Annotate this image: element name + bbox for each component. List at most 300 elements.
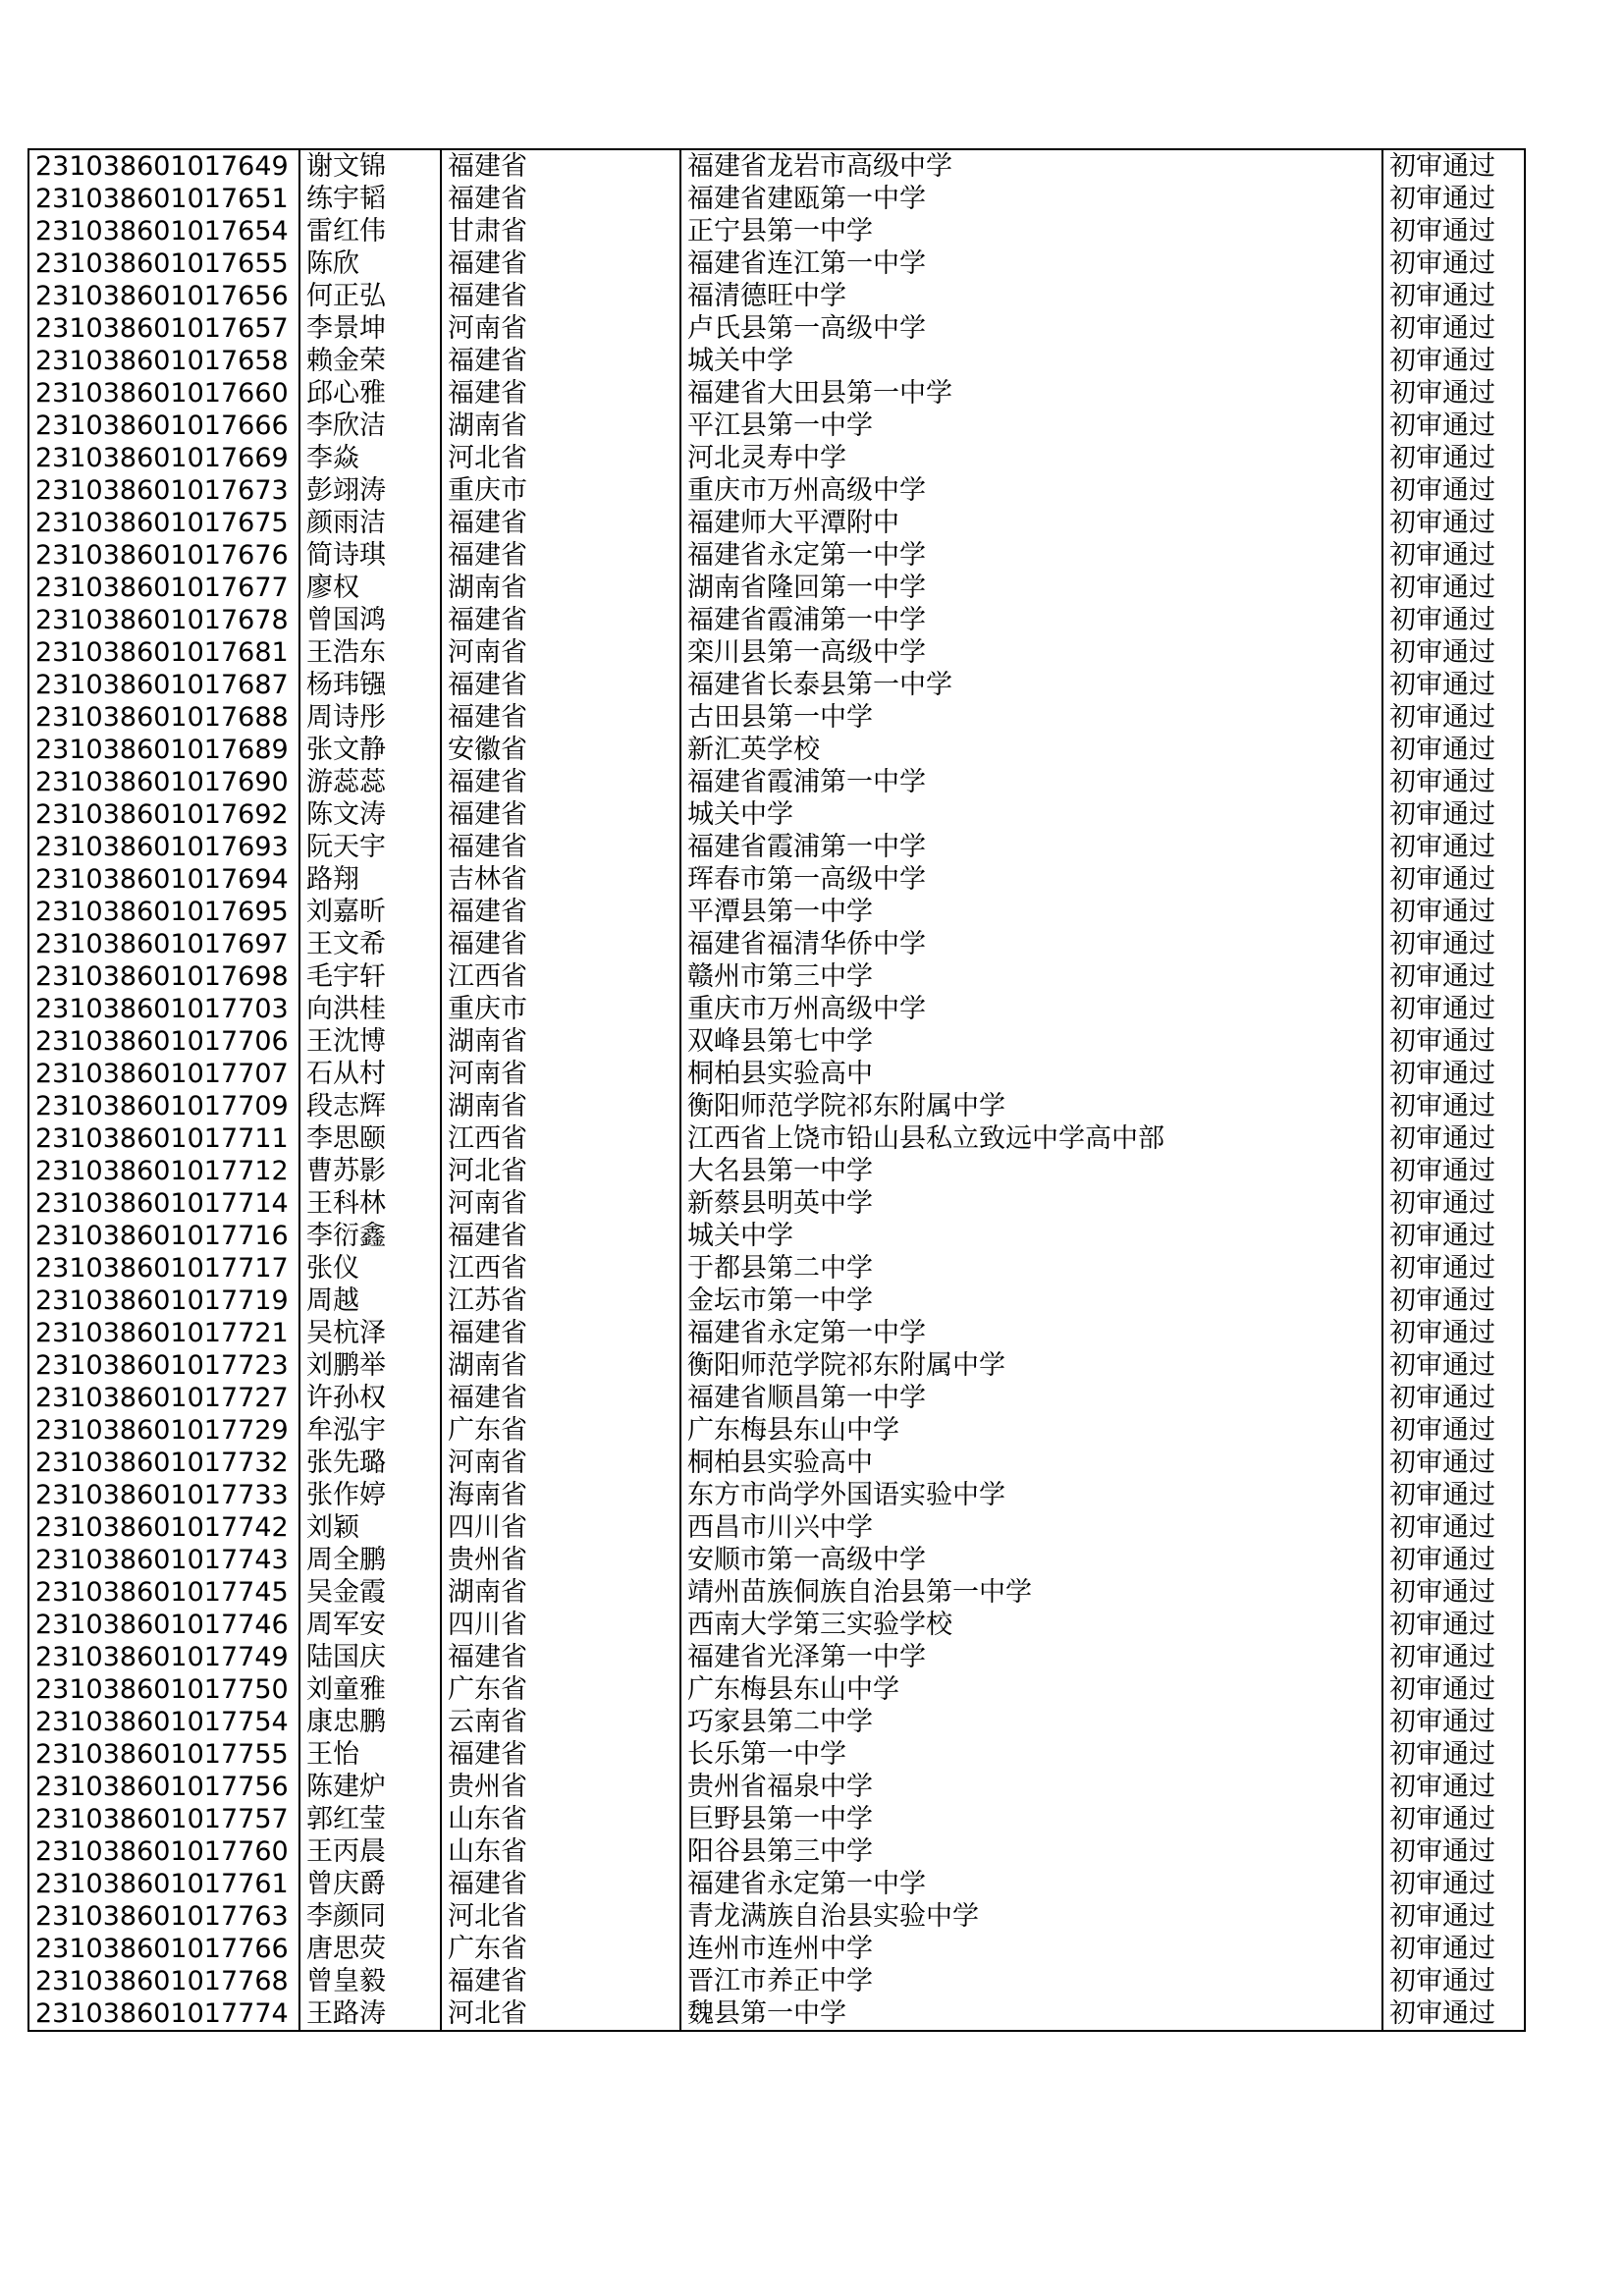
status-cell: 初审通过	[1382, 734, 1525, 766]
candidate-name-cell: 王科林	[299, 1187, 441, 1220]
candidate-id-cell: 231038601017755	[28, 1738, 299, 1771]
candidate-id-cell: 231038601017660	[28, 377, 299, 410]
school-cell: 靖州苗族侗族自治县第一中学	[680, 1576, 1382, 1609]
candidate-name-cell: 王路涛	[299, 1997, 441, 2031]
status-cell: 初审通过	[1382, 474, 1525, 507]
candidate-id-cell: 231038601017706	[28, 1025, 299, 1058]
status-cell: 初审通过	[1382, 1479, 1525, 1511]
province-cell: 河北省	[441, 442, 680, 474]
status-cell: 初审通过	[1382, 766, 1525, 798]
province-cell: 福建省	[441, 377, 680, 410]
status-cell: 初审通过	[1382, 993, 1525, 1025]
school-cell: 晋江市养正中学	[680, 1965, 1382, 1997]
school-cell: 平潭县第一中学	[680, 896, 1382, 928]
candidate-name-cell: 雷红伟	[299, 215, 441, 247]
table-row	[28, 863, 1525, 896]
school-cell: 广东梅县东山中学	[680, 1673, 1382, 1706]
table-row	[28, 539, 1525, 572]
table-row	[28, 1479, 1525, 1511]
status-cell: 初审通过	[1382, 1155, 1525, 1187]
school-cell: 珲春市第一高级中学	[680, 863, 1382, 896]
school-cell: 平江县第一中学	[680, 410, 1382, 442]
province-cell: 河南省	[441, 1187, 680, 1220]
province-cell: 河北省	[441, 1997, 680, 2031]
school-cell: 正宁县第一中学	[680, 215, 1382, 247]
school-cell: 巨野县第一中学	[680, 1803, 1382, 1835]
status-cell: 初审通过	[1382, 1511, 1525, 1544]
candidate-name-cell: 邱心雅	[299, 377, 441, 410]
status-cell: 初审通过	[1382, 1058, 1525, 1090]
status-cell: 初审通过	[1382, 1609, 1525, 1641]
candidate-id-cell: 231038601017693	[28, 831, 299, 863]
candidate-id-cell: 231038601017697	[28, 928, 299, 960]
candidate-name-cell: 李颜同	[299, 1900, 441, 1933]
province-cell: 江西省	[441, 1252, 680, 1285]
province-cell: 福建省	[441, 766, 680, 798]
province-cell: 江西省	[441, 1122, 680, 1155]
status-cell: 初审通过	[1382, 539, 1525, 572]
school-cell: 福建省长泰县第一中学	[680, 669, 1382, 701]
province-cell: 重庆市	[441, 474, 680, 507]
school-cell: 于都县第二中学	[680, 1252, 1382, 1285]
province-cell: 河北省	[441, 1155, 680, 1187]
province-cell: 山东省	[441, 1803, 680, 1835]
candidate-name-cell: 练宇韬	[299, 183, 441, 215]
status-cell: 初审通过	[1382, 1738, 1525, 1771]
table-row	[28, 410, 1525, 442]
province-cell: 广东省	[441, 1414, 680, 1447]
school-cell: 魏县第一中学	[680, 1997, 1382, 2031]
school-cell: 卢氏县第一高级中学	[680, 312, 1382, 345]
school-cell: 阳谷县第三中学	[680, 1835, 1382, 1868]
status-cell: 初审通过	[1382, 1641, 1525, 1673]
province-cell: 福建省	[441, 1641, 680, 1673]
candidate-name-cell: 李衍鑫	[299, 1220, 441, 1252]
province-cell: 福建省	[441, 928, 680, 960]
candidate-id-cell: 231038601017768	[28, 1965, 299, 1997]
table-row	[28, 215, 1525, 247]
candidate-name-cell: 陈建炉	[299, 1771, 441, 1803]
table-row	[28, 701, 1525, 734]
province-cell: 贵州省	[441, 1544, 680, 1576]
province-cell: 海南省	[441, 1479, 680, 1511]
table-row	[28, 1868, 1525, 1900]
candidate-id-cell: 231038601017712	[28, 1155, 299, 1187]
status-cell: 初审通过	[1382, 863, 1525, 896]
table-row	[28, 1641, 1525, 1673]
province-cell: 福建省	[441, 1738, 680, 1771]
status-cell: 初审通过	[1382, 247, 1525, 280]
candidate-name-cell: 陈文涛	[299, 798, 441, 831]
candidate-name-cell: 周越	[299, 1285, 441, 1317]
candidate-name-cell: 王丙晨	[299, 1835, 441, 1868]
status-cell: 初审通过	[1382, 410, 1525, 442]
table-row	[28, 669, 1525, 701]
table-row	[28, 377, 1525, 410]
candidate-name-cell: 郭红莹	[299, 1803, 441, 1835]
status-cell: 初审通过	[1382, 1025, 1525, 1058]
status-cell: 初审通过	[1382, 1933, 1525, 1965]
candidate-name-cell: 刘嘉昕	[299, 896, 441, 928]
candidate-id-cell: 231038601017681	[28, 636, 299, 669]
school-cell: 衡阳师范学院祁东附属中学	[680, 1090, 1382, 1122]
school-cell: 城关中学	[680, 345, 1382, 377]
candidate-name-cell: 张作婷	[299, 1479, 441, 1511]
status-cell: 初审通过	[1382, 604, 1525, 636]
candidate-name-cell: 路翔	[299, 863, 441, 896]
province-cell: 江苏省	[441, 1285, 680, 1317]
school-cell: 福建省大田县第一中学	[680, 377, 1382, 410]
province-cell: 河南省	[441, 1058, 680, 1090]
school-cell: 湖南省隆回第一中学	[680, 572, 1382, 604]
candidate-name-cell: 彭翊涛	[299, 474, 441, 507]
province-cell: 安徽省	[441, 734, 680, 766]
province-cell: 福建省	[441, 896, 680, 928]
status-cell: 初审通过	[1382, 701, 1525, 734]
candidate-id-cell: 231038601017766	[28, 1933, 299, 1965]
table-row	[28, 312, 1525, 345]
table-row	[28, 1803, 1525, 1835]
school-cell: 栾川县第一高级中学	[680, 636, 1382, 669]
province-cell: 福建省	[441, 604, 680, 636]
status-cell: 初审通过	[1382, 669, 1525, 701]
table-row	[28, 766, 1525, 798]
status-cell: 初审通过	[1382, 960, 1525, 993]
province-cell: 福建省	[441, 1220, 680, 1252]
candidate-name-cell: 谢文锦	[299, 149, 441, 183]
table-row	[28, 1090, 1525, 1122]
candidate-id-cell: 231038601017750	[28, 1673, 299, 1706]
school-cell: 新蔡县明英中学	[680, 1187, 1382, 1220]
school-cell: 桐柏县实验高中	[680, 1058, 1382, 1090]
table-row	[28, 247, 1525, 280]
table-row	[28, 507, 1525, 539]
candidate-name-cell: 毛宇轩	[299, 960, 441, 993]
table-row	[28, 1252, 1525, 1285]
province-cell: 福建省	[441, 1965, 680, 1997]
table-row	[28, 1544, 1525, 1576]
province-cell: 湖南省	[441, 410, 680, 442]
candidate-name-cell: 游蕊蕊	[299, 766, 441, 798]
status-cell: 初审通过	[1382, 442, 1525, 474]
candidate-id-cell: 231038601017666	[28, 410, 299, 442]
school-cell: 贵州省福泉中学	[680, 1771, 1382, 1803]
candidate-name-cell: 颜雨洁	[299, 507, 441, 539]
table-row	[28, 1673, 1525, 1706]
candidate-id-cell: 231038601017756	[28, 1771, 299, 1803]
province-cell: 河南省	[441, 636, 680, 669]
candidate-id-cell: 231038601017688	[28, 701, 299, 734]
status-cell: 初审通过	[1382, 636, 1525, 669]
candidate-id-cell: 231038601017649	[28, 149, 299, 183]
table-row	[28, 183, 1525, 215]
table-row	[28, 1382, 1525, 1414]
candidate-name-cell: 刘颖	[299, 1511, 441, 1544]
status-cell: 初审通过	[1382, 1997, 1525, 2031]
candidate-id-cell: 231038601017760	[28, 1835, 299, 1868]
table-row	[28, 734, 1525, 766]
candidate-name-cell: 刘童雅	[299, 1673, 441, 1706]
candidate-name-cell: 周全鹏	[299, 1544, 441, 1576]
status-cell: 初审通过	[1382, 1414, 1525, 1447]
candidate-id-cell: 231038601017675	[28, 507, 299, 539]
candidate-name-cell: 廖权	[299, 572, 441, 604]
school-cell: 古田县第一中学	[680, 701, 1382, 734]
province-cell: 福建省	[441, 798, 680, 831]
candidate-id-cell: 231038601017723	[28, 1349, 299, 1382]
candidate-name-cell: 张先璐	[299, 1447, 441, 1479]
status-cell: 初审通过	[1382, 377, 1525, 410]
status-cell: 初审通过	[1382, 345, 1525, 377]
candidate-table-body	[28, 149, 1525, 2031]
candidate-name-cell: 王浩东	[299, 636, 441, 669]
school-cell: 重庆市万州高级中学	[680, 993, 1382, 1025]
table-row	[28, 1058, 1525, 1090]
candidate-id-cell: 231038601017687	[28, 669, 299, 701]
candidate-id-cell: 231038601017716	[28, 1220, 299, 1252]
school-cell: 福建省霞浦第一中学	[680, 831, 1382, 863]
province-cell: 福建省	[441, 183, 680, 215]
candidate-name-cell: 简诗琪	[299, 539, 441, 572]
candidate-name-cell: 何正弘	[299, 280, 441, 312]
candidate-name-cell: 王文希	[299, 928, 441, 960]
candidate-id-cell: 231038601017654	[28, 215, 299, 247]
school-cell: 西昌市川兴中学	[680, 1511, 1382, 1544]
candidate-id-cell: 231038601017692	[28, 798, 299, 831]
school-cell: 福建省永定第一中学	[680, 1317, 1382, 1349]
province-cell: 江西省	[441, 960, 680, 993]
province-cell: 福建省	[441, 1382, 680, 1414]
school-cell: 福建师大平潭附中	[680, 507, 1382, 539]
province-cell: 河北省	[441, 1900, 680, 1933]
status-cell: 初审通过	[1382, 1673, 1525, 1706]
candidate-id-cell: 231038601017677	[28, 572, 299, 604]
table-row	[28, 798, 1525, 831]
table-row	[28, 345, 1525, 377]
candidate-id-cell: 231038601017711	[28, 1122, 299, 1155]
table-row	[28, 1122, 1525, 1155]
status-cell: 初审通过	[1382, 831, 1525, 863]
province-cell: 贵州省	[441, 1771, 680, 1803]
school-cell: 广东梅县东山中学	[680, 1414, 1382, 1447]
candidate-id-cell: 231038601017695	[28, 896, 299, 928]
candidate-name-cell: 曾庆爵	[299, 1868, 441, 1900]
school-cell: 福建省福清华侨中学	[680, 928, 1382, 960]
table-row	[28, 1447, 1525, 1479]
province-cell: 福建省	[441, 507, 680, 539]
candidate-id-cell: 231038601017658	[28, 345, 299, 377]
status-cell: 初审通过	[1382, 1965, 1525, 1997]
table-row	[28, 1900, 1525, 1933]
candidate-name-cell: 张仪	[299, 1252, 441, 1285]
status-cell: 初审通过	[1382, 1252, 1525, 1285]
candidate-id-cell: 231038601017714	[28, 1187, 299, 1220]
status-cell: 初审通过	[1382, 1706, 1525, 1738]
table-row	[28, 1025, 1525, 1058]
province-cell: 四川省	[441, 1609, 680, 1641]
candidate-id-cell: 231038601017689	[28, 734, 299, 766]
school-cell: 新汇英学校	[680, 734, 1382, 766]
school-cell: 福清德旺中学	[680, 280, 1382, 312]
candidate-table	[27, 148, 1526, 2032]
school-cell: 城关中学	[680, 798, 1382, 831]
candidate-name-cell: 曹苏影	[299, 1155, 441, 1187]
status-cell: 初审通过	[1382, 1803, 1525, 1835]
province-cell: 湖南省	[441, 1349, 680, 1382]
school-cell: 桐柏县实验高中	[680, 1447, 1382, 1479]
table-row	[28, 928, 1525, 960]
table-row	[28, 1576, 1525, 1609]
table-row	[28, 1317, 1525, 1349]
province-cell: 河南省	[441, 1447, 680, 1479]
candidate-id-cell: 231038601017761	[28, 1868, 299, 1900]
province-cell: 山东省	[441, 1835, 680, 1868]
candidate-name-cell: 李欣洁	[299, 410, 441, 442]
candidate-id-cell: 231038601017721	[28, 1317, 299, 1349]
candidate-name-cell: 王怡	[299, 1738, 441, 1771]
table-row	[28, 1771, 1525, 1803]
school-cell: 衡阳师范学院祁东附属中学	[680, 1349, 1382, 1382]
table-row	[28, 572, 1525, 604]
status-cell: 初审通过	[1382, 280, 1525, 312]
province-cell: 云南省	[441, 1706, 680, 1738]
table-row	[28, 636, 1525, 669]
candidate-id-cell: 231038601017743	[28, 1544, 299, 1576]
school-cell: 巧家县第二中学	[680, 1706, 1382, 1738]
candidate-name-cell: 曾皇毅	[299, 1965, 441, 1997]
school-cell: 青龙满族自治县实验中学	[680, 1900, 1382, 1933]
province-cell: 重庆市	[441, 993, 680, 1025]
school-cell: 福建省霞浦第一中学	[680, 604, 1382, 636]
province-cell: 福建省	[441, 149, 680, 183]
province-cell: 福建省	[441, 280, 680, 312]
candidate-id-cell: 231038601017746	[28, 1609, 299, 1641]
table-row	[28, 960, 1525, 993]
province-cell: 广东省	[441, 1673, 680, 1706]
candidate-id-cell: 231038601017719	[28, 1285, 299, 1317]
candidate-id-cell: 231038601017763	[28, 1900, 299, 1933]
table-row	[28, 831, 1525, 863]
candidate-id-cell: 231038601017754	[28, 1706, 299, 1738]
school-cell: 福建省顺昌第一中学	[680, 1382, 1382, 1414]
school-cell: 大名县第一中学	[680, 1155, 1382, 1187]
status-cell: 初审通过	[1382, 312, 1525, 345]
candidate-name-cell: 康忠鹏	[299, 1706, 441, 1738]
candidate-id-cell: 231038601017742	[28, 1511, 299, 1544]
candidate-id-cell: 231038601017673	[28, 474, 299, 507]
status-cell: 初审通过	[1382, 1187, 1525, 1220]
status-cell: 初审通过	[1382, 1122, 1525, 1155]
candidate-name-cell: 许孙权	[299, 1382, 441, 1414]
school-cell: 河北灵寿中学	[680, 442, 1382, 474]
status-cell: 初审通过	[1382, 1868, 1525, 1900]
candidate-name-cell: 周军安	[299, 1609, 441, 1641]
table-row	[28, 1349, 1525, 1382]
school-cell: 双峰县第七中学	[680, 1025, 1382, 1058]
status-cell: 初审通过	[1382, 1835, 1525, 1868]
candidate-id-cell: 231038601017757	[28, 1803, 299, 1835]
status-cell: 初审通过	[1382, 215, 1525, 247]
status-cell: 初审通过	[1382, 1576, 1525, 1609]
candidate-id-cell: 231038601017733	[28, 1479, 299, 1511]
status-cell: 初审通过	[1382, 1317, 1525, 1349]
candidate-name-cell: 李思颐	[299, 1122, 441, 1155]
province-cell: 福建省	[441, 831, 680, 863]
candidate-id-cell: 231038601017669	[28, 442, 299, 474]
candidate-name-cell: 张文静	[299, 734, 441, 766]
table-row	[28, 280, 1525, 312]
table-row	[28, 442, 1525, 474]
status-cell: 初审通过	[1382, 1382, 1525, 1414]
table-row	[28, 1933, 1525, 1965]
table-row	[28, 1285, 1525, 1317]
province-cell: 福建省	[441, 701, 680, 734]
candidate-id-cell: 231038601017690	[28, 766, 299, 798]
status-cell: 初审通过	[1382, 183, 1525, 215]
candidate-name-cell: 李焱	[299, 442, 441, 474]
candidate-id-cell: 231038601017709	[28, 1090, 299, 1122]
candidate-name-cell: 石从村	[299, 1058, 441, 1090]
school-cell: 东方市尚学外国语实验中学	[680, 1479, 1382, 1511]
candidate-id-cell: 231038601017707	[28, 1058, 299, 1090]
candidate-name-cell: 唐思荧	[299, 1933, 441, 1965]
status-cell: 初审通过	[1382, 1220, 1525, 1252]
candidate-id-cell: 231038601017774	[28, 1997, 299, 2031]
school-cell: 福建省龙岩市高级中学	[680, 149, 1382, 183]
candidate-id-cell: 231038601017656	[28, 280, 299, 312]
table-row	[28, 1706, 1525, 1738]
candidate-id-cell: 231038601017732	[28, 1447, 299, 1479]
candidate-id-cell: 231038601017678	[28, 604, 299, 636]
school-cell: 福建省连江第一中学	[680, 247, 1382, 280]
school-cell: 福建省永定第一中学	[680, 539, 1382, 572]
table-row	[28, 1965, 1525, 1997]
status-cell: 初审通过	[1382, 798, 1525, 831]
status-cell: 初审通过	[1382, 1090, 1525, 1122]
status-cell: 初审通过	[1382, 507, 1525, 539]
table-row	[28, 1835, 1525, 1868]
candidate-name-cell: 杨玮镪	[299, 669, 441, 701]
status-cell: 初审通过	[1382, 1447, 1525, 1479]
candidate-name-cell: 吴杭泽	[299, 1317, 441, 1349]
table-row	[28, 1609, 1525, 1641]
school-cell: 江西省上饶市铅山县私立致远中学高中部	[680, 1122, 1382, 1155]
status-cell: 初审通过	[1382, 149, 1525, 183]
province-cell: 湖南省	[441, 1090, 680, 1122]
candidate-id-cell: 231038601017745	[28, 1576, 299, 1609]
province-cell: 四川省	[441, 1511, 680, 1544]
candidate-id-cell: 231038601017694	[28, 863, 299, 896]
candidate-id-cell: 231038601017676	[28, 539, 299, 572]
province-cell: 湖南省	[441, 1576, 680, 1609]
school-cell: 金坛市第一中学	[680, 1285, 1382, 1317]
candidate-id-cell: 231038601017727	[28, 1382, 299, 1414]
province-cell: 福建省	[441, 1317, 680, 1349]
candidate-id-cell: 231038601017655	[28, 247, 299, 280]
candidate-name-cell: 刘鹏举	[299, 1349, 441, 1382]
candidate-name-cell: 陈欣	[299, 247, 441, 280]
school-cell: 福建省霞浦第一中学	[680, 766, 1382, 798]
province-cell: 吉林省	[441, 863, 680, 896]
province-cell: 福建省	[441, 669, 680, 701]
status-cell: 初审通过	[1382, 572, 1525, 604]
status-cell: 初审通过	[1382, 1285, 1525, 1317]
province-cell: 福建省	[441, 247, 680, 280]
province-cell: 福建省	[441, 345, 680, 377]
school-cell: 安顺市第一高级中学	[680, 1544, 1382, 1576]
candidate-id-cell: 231038601017749	[28, 1641, 299, 1673]
candidate-id-cell: 231038601017698	[28, 960, 299, 993]
